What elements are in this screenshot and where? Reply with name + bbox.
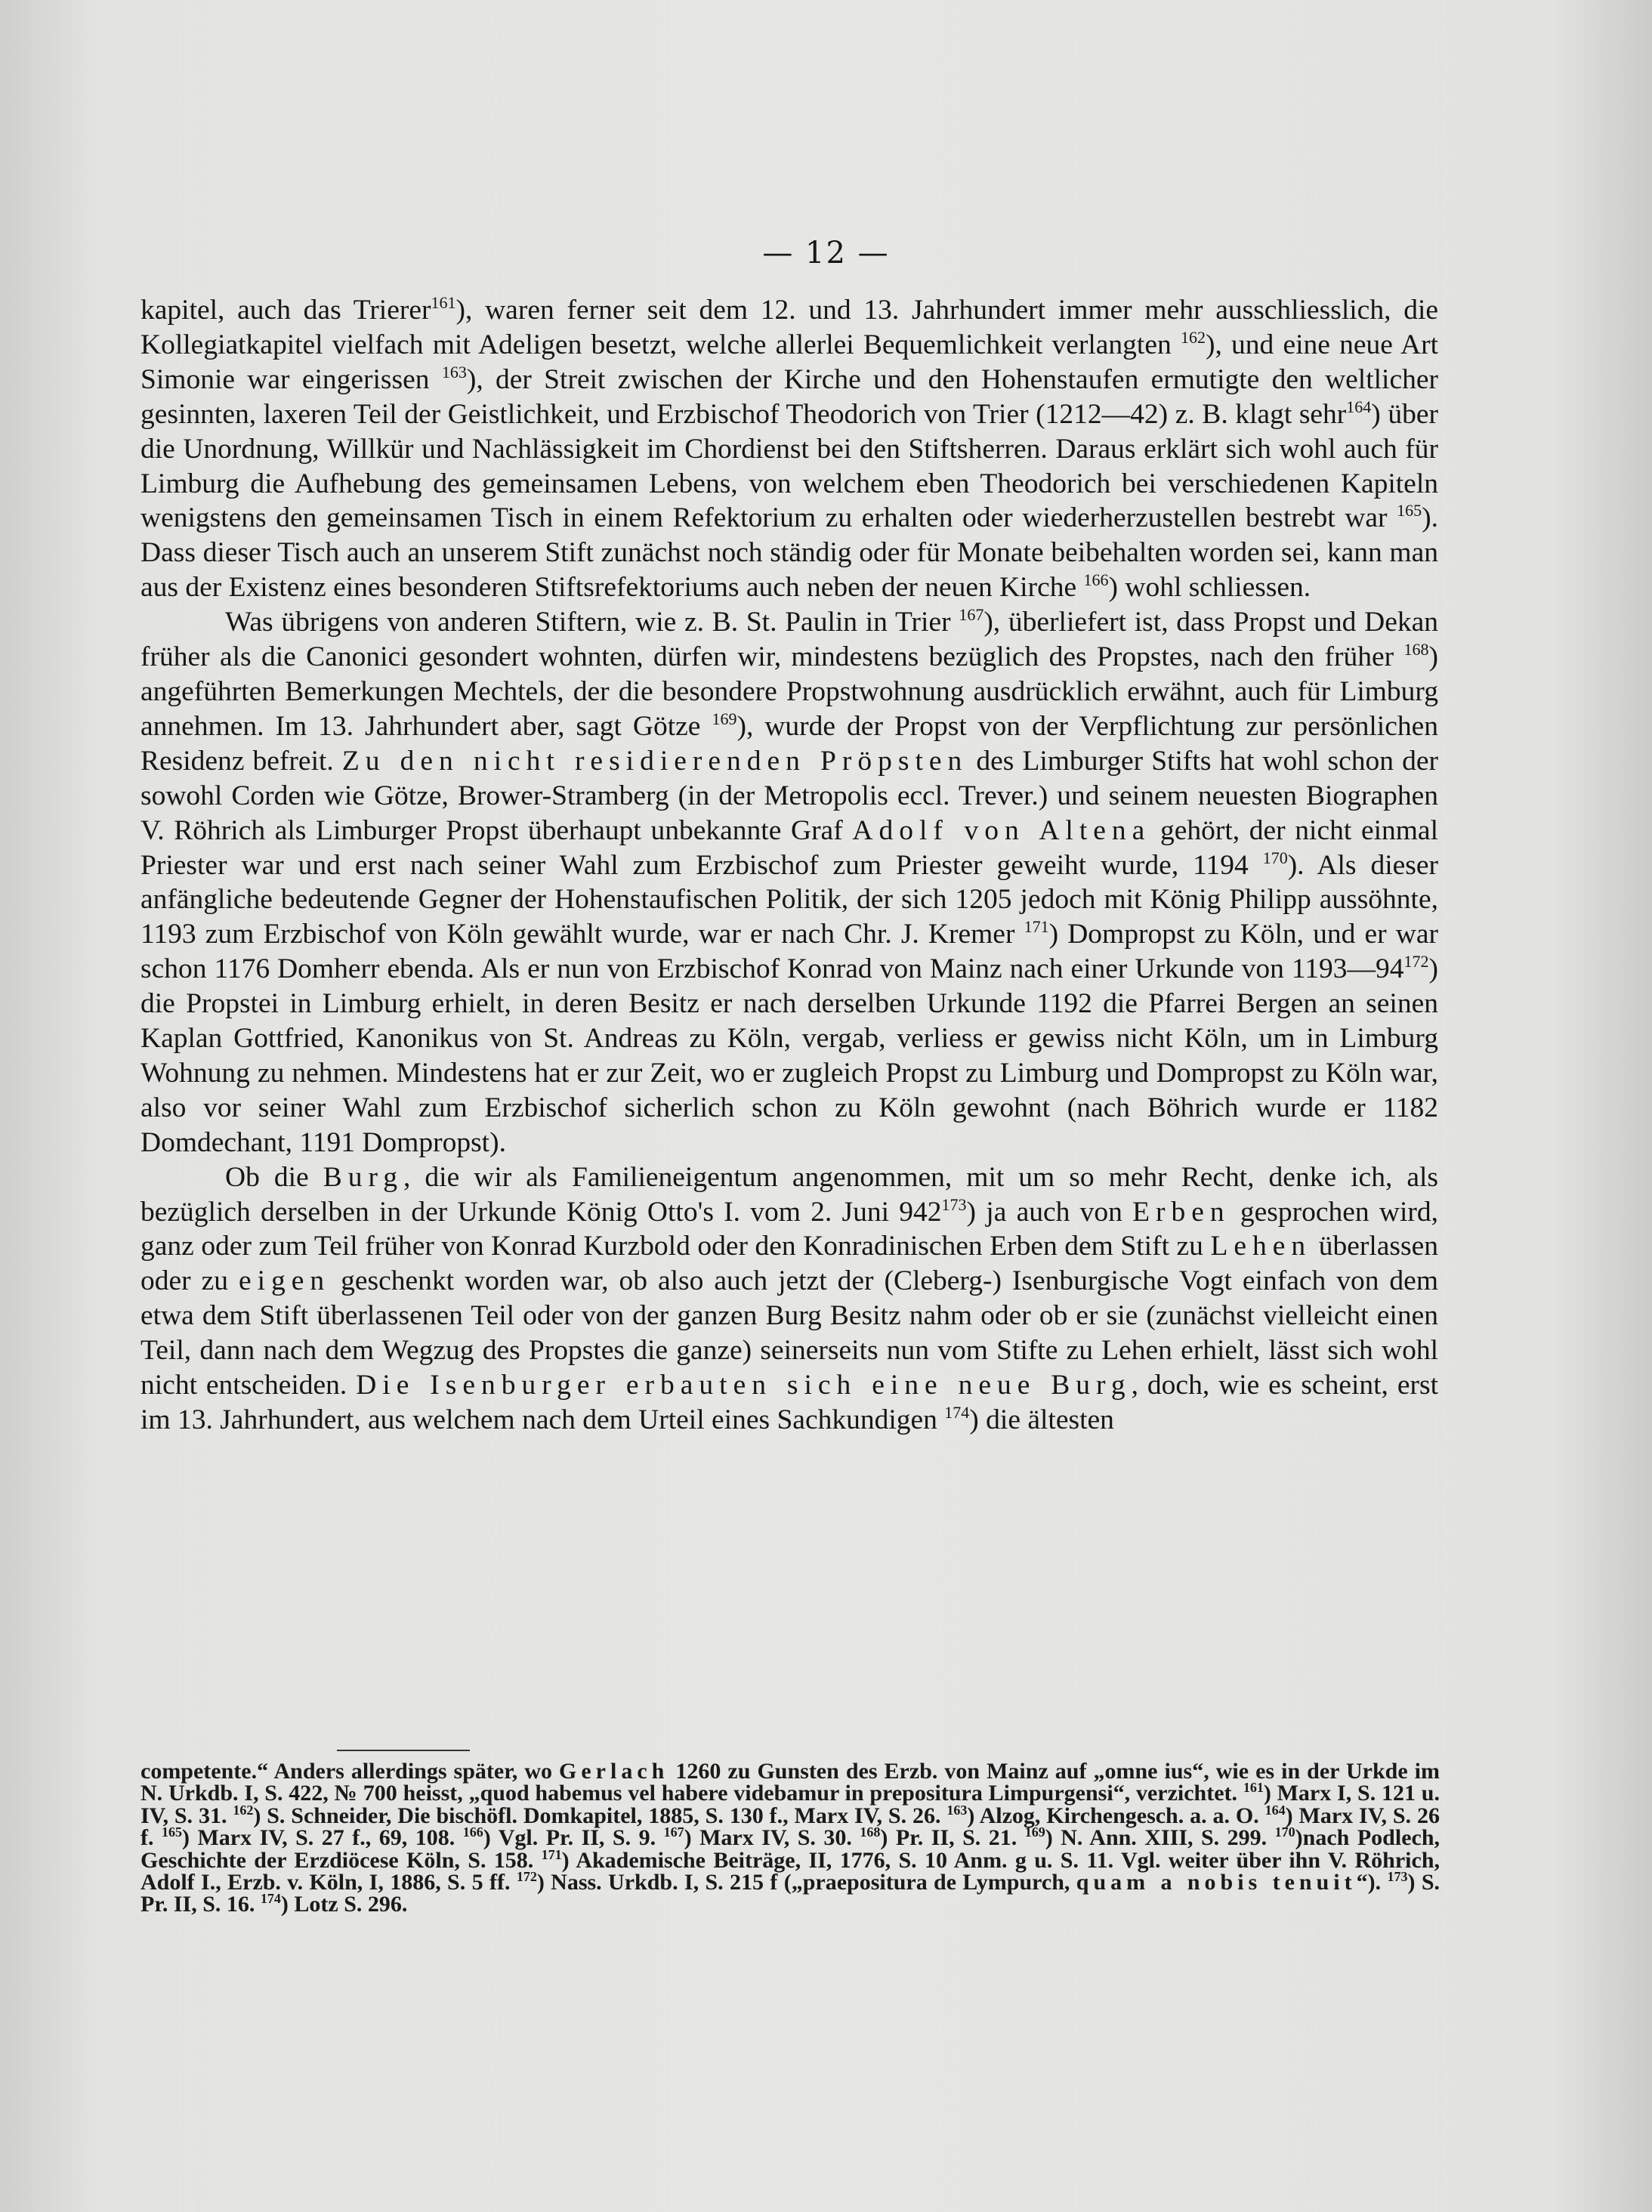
- text-run: ), der Streit zwischen der Kirche und den Hohenstaufen ermutigte den weltlicher gesinnten, laxeren Teil der Geistlichkeit, und Erzbischof Theodorich von Trier (1212—42) z. B. klagt sehr: [140, 363, 1438, 430]
- paragraph-p1: [140, 293, 1438, 605]
- footnote-ref: 166: [1083, 570, 1109, 590]
- spaced-emphasis: Adolf von Altena: [852, 814, 1151, 846]
- footnote-ref: 171: [1024, 917, 1049, 937]
- text-run: ) Akademische Beiträge, II, 1776, S. 10 Anm. g u. S. 11. Vgl. weiter über ihn V. Röhrich, Adolf I., Erzb. v. Köln, I, 1886, S. 5 ff.: [140, 1847, 1440, 1895]
- footnote-ref: 163: [946, 1802, 968, 1818]
- text-run: ) ja auch von: [966, 1196, 1133, 1228]
- text-run: ), wurde der Propst von der Verpflichtung zur persönlichen Residenz befreit.: [140, 710, 1438, 777]
- text-run: competente.“ Anders allerdings später, wo: [140, 1759, 560, 1784]
- footnote-ref: 164: [1346, 397, 1372, 416]
- footnote-ref: 164: [1264, 1802, 1286, 1818]
- text-run: )nach Podlech, Geschichte der Erzdiöcese Köln, S. 158.: [140, 1825, 1440, 1873]
- footnote-ref: 167: [663, 1824, 684, 1840]
- text-run: ), überliefert ist, dass Propst und Dekan früher als die Canonici gesondert wohnten, dürfen wir, mindestens bezüglich des Propstes, nach den früher: [140, 607, 1438, 673]
- footnote-ref: 167: [959, 605, 984, 625]
- text-run: ), waren ferner seit dem 12. und 13. Jahrhundert immer mehr ausschliesslich, die Kollegiatkapitel vielfach mit Adeligen besetzt, welche allerlei Bequemlichkeit verlangten: [140, 295, 1439, 360]
- footnote-ref: 168: [1403, 640, 1429, 660]
- footnote-ref: 173: [1387, 1869, 1408, 1885]
- text-run: ) Nass. Urkdb. I, S. 215 f („praepositura de Lympurch,: [536, 1870, 1076, 1895]
- text-run: gehört, der nicht einmal Priester war und erst nach seiner Wahl zum Erzbischof zum Priester geweiht wurde, 1194: [140, 814, 1438, 881]
- footnote-ref: 173: [941, 1194, 967, 1214]
- footnote-ref: 168: [860, 1824, 881, 1840]
- spaced-emphasis: Burg: [323, 1161, 404, 1193]
- main-text: [140, 293, 1438, 1438]
- footnote-ref: 171: [541, 1846, 562, 1862]
- text-run: ) Pr. II, S. 21.: [880, 1825, 1025, 1851]
- text-run: ) Vgl. Pr. II, S. 9.: [483, 1825, 664, 1851]
- footnote-ref: 169: [1024, 1824, 1045, 1840]
- footnote-ref: 161: [431, 293, 456, 312]
- text-run: ) über die Unordnung, Willkür und Nachlässigkeit im Chordienst bei den Stiftsherren. Daraus erklärt sich wohl auch für Limburg die Aufhebung des gemeinsamen Lebens, von welchem eben Theodorich bei verschiedenen Kapiteln wenigstens den gemeinsamen Tisch in einem Refektorium zu erhalten oder wiederherzustellen bestrebt war: [140, 398, 1438, 534]
- spaced-emphasis: quam a nobis tenuit: [1076, 1870, 1357, 1895]
- text-run: ). Als dieser anfängliche bedeutende Gegner der Hohenstaufischen Politik, der sich 1205 jedoch mit König Philipp aussöhnte, 1193 zum Erzbischof von Köln gewählt wurde, war er nach Chr. J. Kremer: [140, 849, 1438, 950]
- text-run: , die wir als Familieneigentum angenommen, mit um so mehr Recht, denke ich, als bezüglich derselben in der Urkunde König Otto's I. vom 2. Juni 942: [140, 1161, 1438, 1228]
- spaced-emphasis: Erben: [1132, 1196, 1231, 1228]
- text-run: ) Marx IV, S. 30.: [684, 1825, 860, 1851]
- text-run: ) Lotz S. 296.: [280, 1892, 408, 1917]
- footnote-ref: 174: [944, 1403, 970, 1422]
- text-run: kapitel, auch das Trierer: [140, 295, 431, 326]
- text-run: ). Dass dieser Tisch auch an unserem Stift zunächst noch ständig oder für Monate beibehalten worden sei, kann man aus der Existenz eines besonderen Stiftsrefektoriums auch neben der neuen Kirche: [140, 502, 1438, 604]
- text-run: ) N. Ann. XIII, S. 299.: [1045, 1825, 1275, 1851]
- text-run: ) Dompropst zu Köln, und er war schon 1176 Domherr ebenda. Als er nun von Erzbischof Konrad von Mainz nach einer Urkunde von 1193—94: [140, 919, 1438, 985]
- text-run: ) S. Pr. II, S. 16.: [140, 1870, 1440, 1917]
- footnote-ref: 165: [1397, 501, 1422, 521]
- footnote-separator: [337, 1750, 470, 1751]
- text-run: ) die ältesten: [969, 1404, 1114, 1435]
- footnote-ref: 161: [1243, 1780, 1264, 1796]
- text-run: Ob die: [225, 1161, 323, 1193]
- paragraph-p2: [140, 605, 1438, 1160]
- text-run: Was übrigens von anderen Stiftern, wie z. B. St. Paulin in Trier: [225, 607, 959, 638]
- spaced-emphasis: eigen: [238, 1265, 331, 1297]
- footnote-ref: 170: [1274, 1824, 1295, 1840]
- footnote-ref: 170: [1262, 848, 1288, 867]
- text-run: , doch, wie es scheint, erst im 13. Jahrhundert, aus welchem nach dem Urteil eines Sachkundigen: [140, 1370, 1438, 1435]
- spaced-emphasis: Lehen: [1210, 1231, 1312, 1262]
- text-run: ) Marx IV, S. 26 f.: [140, 1803, 1440, 1851]
- footnote-ref: 162: [233, 1802, 254, 1818]
- text-run: überlassen oder zu: [140, 1231, 1438, 1297]
- text-run: “).: [1356, 1870, 1388, 1895]
- text-run: ) Marx IV, S. 27 f., 69, 108.: [182, 1825, 463, 1851]
- spaced-emphasis: Zu den nicht residierenden Pröpsten: [341, 745, 968, 777]
- text-run: ), und eine neue Art Simonie war eingerissen: [140, 329, 1439, 395]
- footnote-ref: 165: [162, 1824, 182, 1840]
- footnote-ref: 166: [462, 1824, 483, 1840]
- spaced-emphasis: Gerlach: [559, 1759, 669, 1784]
- footnote-ref: 163: [441, 362, 467, 382]
- text-run: ) angeführten Bemerkungen Mechtels, der die besondere Propstwohnung ausdrücklich erwähnt, auch für Limburg annehmen. Im 13. Jahrhundert aber, sagt Götze: [140, 641, 1438, 742]
- text-run: geschenkt worden war, ob also auch jetzt der (Cleberg-) Isenburgische Vogt einfach von dem etwa dem Stift überlassenen Teil oder von der ganzen Burg Besitz nahm oder ob er sie (zunächst vielleicht einen Teil, dann nach dem Wegzug des Propstes die ganze) seinerseits nun vom Stifte zu Lehen erhielt, lässt sich wohl nicht entscheiden.: [140, 1265, 1438, 1401]
- text-run: des Limburger Stifts hat wohl schon der sowohl Corden wie Götze, Brower-Stramberg (in der Metropolis eccl. Trever.) und seinem neuesten Biographen V. Röhrich als Limburger Propst überhaupt unbekannte Graf: [140, 745, 1438, 846]
- text-run: 1260 zu Gunsten des Erzb. von Mainz auf „omne ius“, wie es in der Urkde im N. Urkdb. I, S. 422, № 700 heisst, „quod habemus vel habere videbamur in prepositura Limpurgensi“, verzichtet.: [140, 1759, 1440, 1806]
- spaced-emphasis: Die Isenburger erbauten sich eine neue Burg: [356, 1370, 1132, 1401]
- text-run: ) die Propstei in Limburg erhielt, in deren Besitz er nach derselben Urkunde 1192 die Pfarrei Bergen an seinen Kaplan Gottfried, Kanonikus von St. Andreas zu Köln, vergab, verliess er gewiss nicht Köln, um in Limburg Wohnung zu nehmen. Mindestens hat er zur Zeit, wo er zugleich Propst zu Limburg und Dompropst zu Köln war, also vor seiner Wahl zum Erzbischof sicherlich schon zu Köln gewohnt (nach Böhrich wurde er 1182 Domdechant, 1191 Dompropst).: [140, 953, 1438, 1158]
- footnote-ref: 169: [712, 709, 737, 728]
- text-run: ) Marx I, S. 121 u. IV, S. 31.: [140, 1781, 1440, 1828]
- text-run: ) S. Schneider, Die bischöfl. Domkapitel, 1885, S. 130 f., Marx IV, S. 26.: [253, 1803, 947, 1828]
- footnote-ref: 172: [1403, 952, 1429, 972]
- page-number: — 12 —: [762, 236, 890, 270]
- footnote-ref: 174: [260, 1891, 281, 1907]
- text-run: gesprochen wird, ganz oder zum Teil früher von Konrad Kurzbold oder den Konradinischen Erben dem Stift zu: [140, 1196, 1438, 1262]
- text-run: ) wohl schliessen.: [1108, 572, 1311, 604]
- footnotes: [140, 1760, 1440, 1916]
- footnote-ref: 172: [516, 1869, 537, 1885]
- footnote-ref: 162: [1180, 327, 1206, 347]
- paragraph-p3: [140, 1160, 1438, 1438]
- text-run: ) Alzog, Kirchengesch. a. a. O.: [967, 1803, 1265, 1828]
